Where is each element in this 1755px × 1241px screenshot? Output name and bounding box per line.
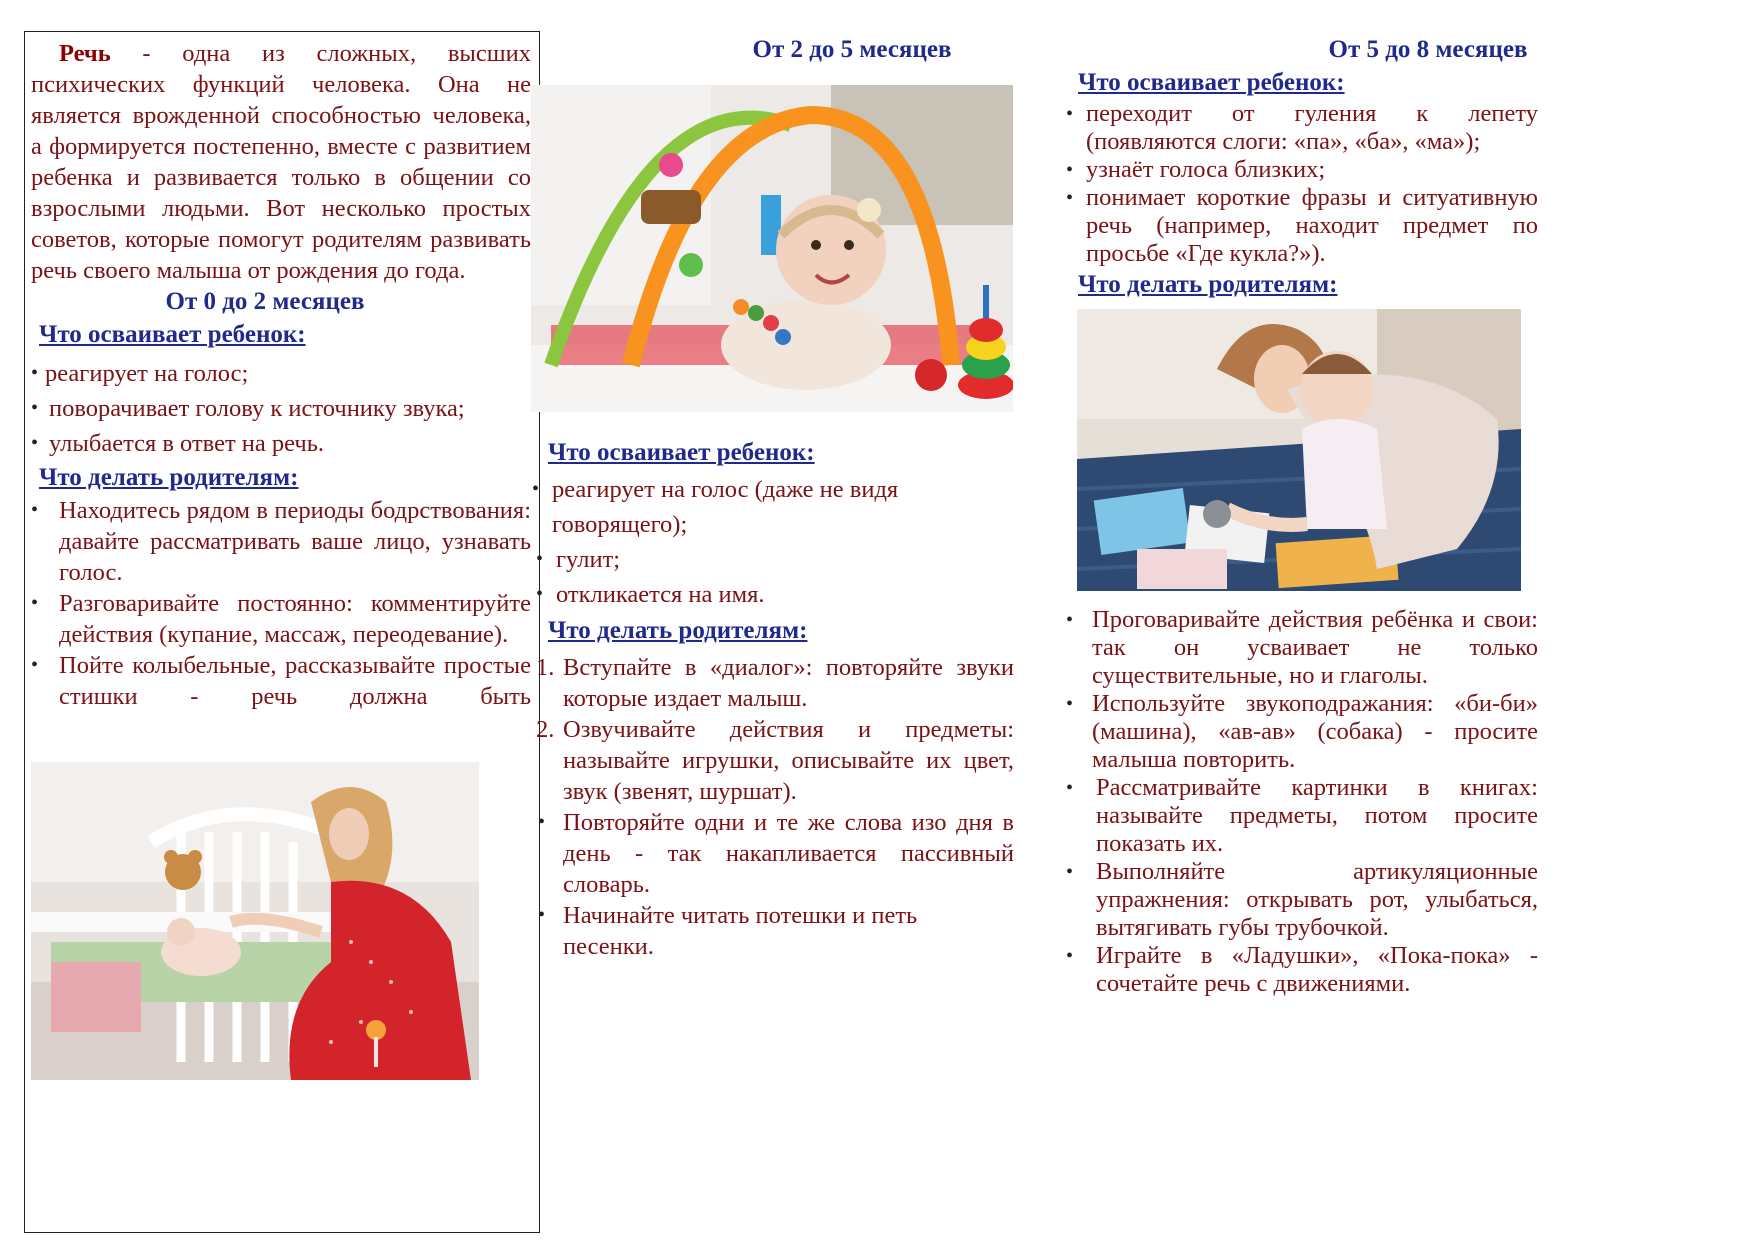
item-number: 2. [536, 716, 555, 743]
list-item: • Повторяйте одни и те же слова изо дня в день - так накапливается пассивный словарь. [538, 809, 1014, 898]
bullet-icon: • [1066, 187, 1074, 209]
bullet-icon: • [31, 362, 39, 384]
photo-mother-books [1077, 309, 1521, 591]
list-item: • поворачивает голову к источнику звука; [31, 391, 539, 426]
mother-crib-illustration [31, 762, 479, 1080]
parents-heading: Что делать родителям: [548, 617, 808, 644]
intro-text: - одна из сложных, высших психических функций человека. Она не является врожденной способностью человека, а формируется постепенно, вместе с развитием ребенка и развивается только в общении со взрослыми людьми. Вот несколько простых советов, которые помогут родителям развивать речь своего малыша от рождения до года. [31, 40, 531, 284]
bullet-icon: • [1066, 861, 1074, 883]
photo-mother-crib [31, 762, 479, 1080]
list-item: • реагирует на голос (даже не видя говорящего); [532, 472, 1014, 542]
learns-heading: Что осваивает ребенок: [39, 321, 306, 348]
mother-books-illustration [1077, 309, 1521, 591]
bullet-icon: • [31, 432, 39, 454]
list-item: • Разговаривайте постоянно: комментируйте действия (купание, массаж, переодевание). [31, 590, 531, 648]
list-item: • гулит; [532, 542, 1014, 577]
intro-paragraph [31, 38, 539, 286]
section-title-5-8: От 5 до 8 месяцев [1328, 36, 1528, 63]
bullet-icon: • [1066, 945, 1074, 967]
section-title-2-5: От 2 до 5 месяцев [752, 36, 952, 63]
section-title-0-2: От 0 до 2 месяцев [165, 288, 365, 315]
bullet-icon: • [1066, 103, 1074, 125]
bullet-icon: • [31, 592, 39, 614]
learns-list [532, 472, 1014, 612]
bullet-icon: • [31, 499, 39, 521]
list-item: • Выполняйте артикуляционные упражнения: открывать рот, улыбаться, вытягивать губы трубочкой. [1066, 858, 1538, 941]
list-item: • Рассматривайте картинки в книгах: называйте предметы, потом просите показать их. [1066, 774, 1538, 857]
bullet-icon: • [538, 904, 546, 926]
bullet-icon: • [536, 583, 544, 605]
bullet-icon: • [1066, 777, 1074, 799]
list-item: • Играйте в «Ладушки», «Пока-пока» - сочетайте речь с движениями. [1066, 942, 1538, 997]
list-item: • Проговаривайте действия ребёнка и свои: так он усваивает не только существительные, но и глаголы. [1066, 606, 1538, 689]
list-item: • понимает короткие фразы и ситуативную речь (например, находит предмет по просьбе «Где кукла?»). [1066, 184, 1538, 267]
list-item: • Начинайте читать потешки и петь песенки. [538, 902, 918, 960]
photo-baby-playmat [531, 85, 1013, 412]
list-item: • Находитесь рядом в периоды бодрствования: давайте рассматривать ваше лицо, узнавать голос. [31, 497, 531, 586]
item-number: 1. [536, 654, 555, 681]
list-item: • Используйте звукоподражания: «би-би» (машина), «ав-ав» (собака) - просите малыша повторить. [1066, 690, 1538, 773]
list-item: • улыбается в ответ на речь. [31, 426, 539, 461]
learns-list [31, 356, 539, 461]
learns-heading: Что осваивает ребенок: [548, 439, 815, 466]
bullet-icon: • [532, 478, 540, 500]
parents-heading: Что делать родителям: [39, 464, 299, 491]
list-item: • откликается на имя. [532, 577, 1014, 612]
bullet-icon: • [31, 397, 39, 419]
learns-heading: Что осваивает ребенок: [1078, 69, 1345, 96]
column-2-5-months [592, 34, 1132, 66]
column-5-8-top [1066, 66, 1538, 302]
baby-playmat-illustration [531, 85, 1013, 412]
bullet-icon: • [538, 811, 546, 833]
bullet-icon: • [1066, 693, 1074, 715]
list-item: • узнаёт голоса близких; [1066, 156, 1326, 183]
column-2-5-body [532, 436, 1014, 962]
column-5-8-months [1188, 34, 1728, 66]
list-item: 2. Озвучивайте действия и предметы: называйте игрушки, описывайте их цвет, звук (звенят, шуршат). [536, 716, 1014, 805]
bullet-icon: • [31, 654, 39, 676]
parents-numbered-list [532, 652, 1014, 962]
list-item: • Пойте колыбельные, рассказывайте простые стишки - речь должна быть [31, 652, 531, 710]
bullet-icon: • [536, 548, 544, 570]
learns-list [1066, 100, 1538, 268]
parents-list [1066, 606, 1538, 998]
intro-bold-word: Речь [59, 40, 111, 67]
list-item: • реагирует на голос; [31, 356, 539, 391]
column-5-8-bottom [1066, 606, 1538, 998]
list-item: 1. Вступайте в «диалог»: повторяйте звуки которые издает малыш. [536, 654, 1014, 712]
list-item: • переходит от гуления к лепету (появляются слоги: «па», «ба», «ма»); [1066, 100, 1538, 155]
bullet-icon: • [1066, 609, 1074, 631]
parents-list [31, 495, 539, 712]
parents-heading: Что делать родителям: [1078, 271, 1338, 298]
bullet-icon: • [1066, 159, 1074, 181]
